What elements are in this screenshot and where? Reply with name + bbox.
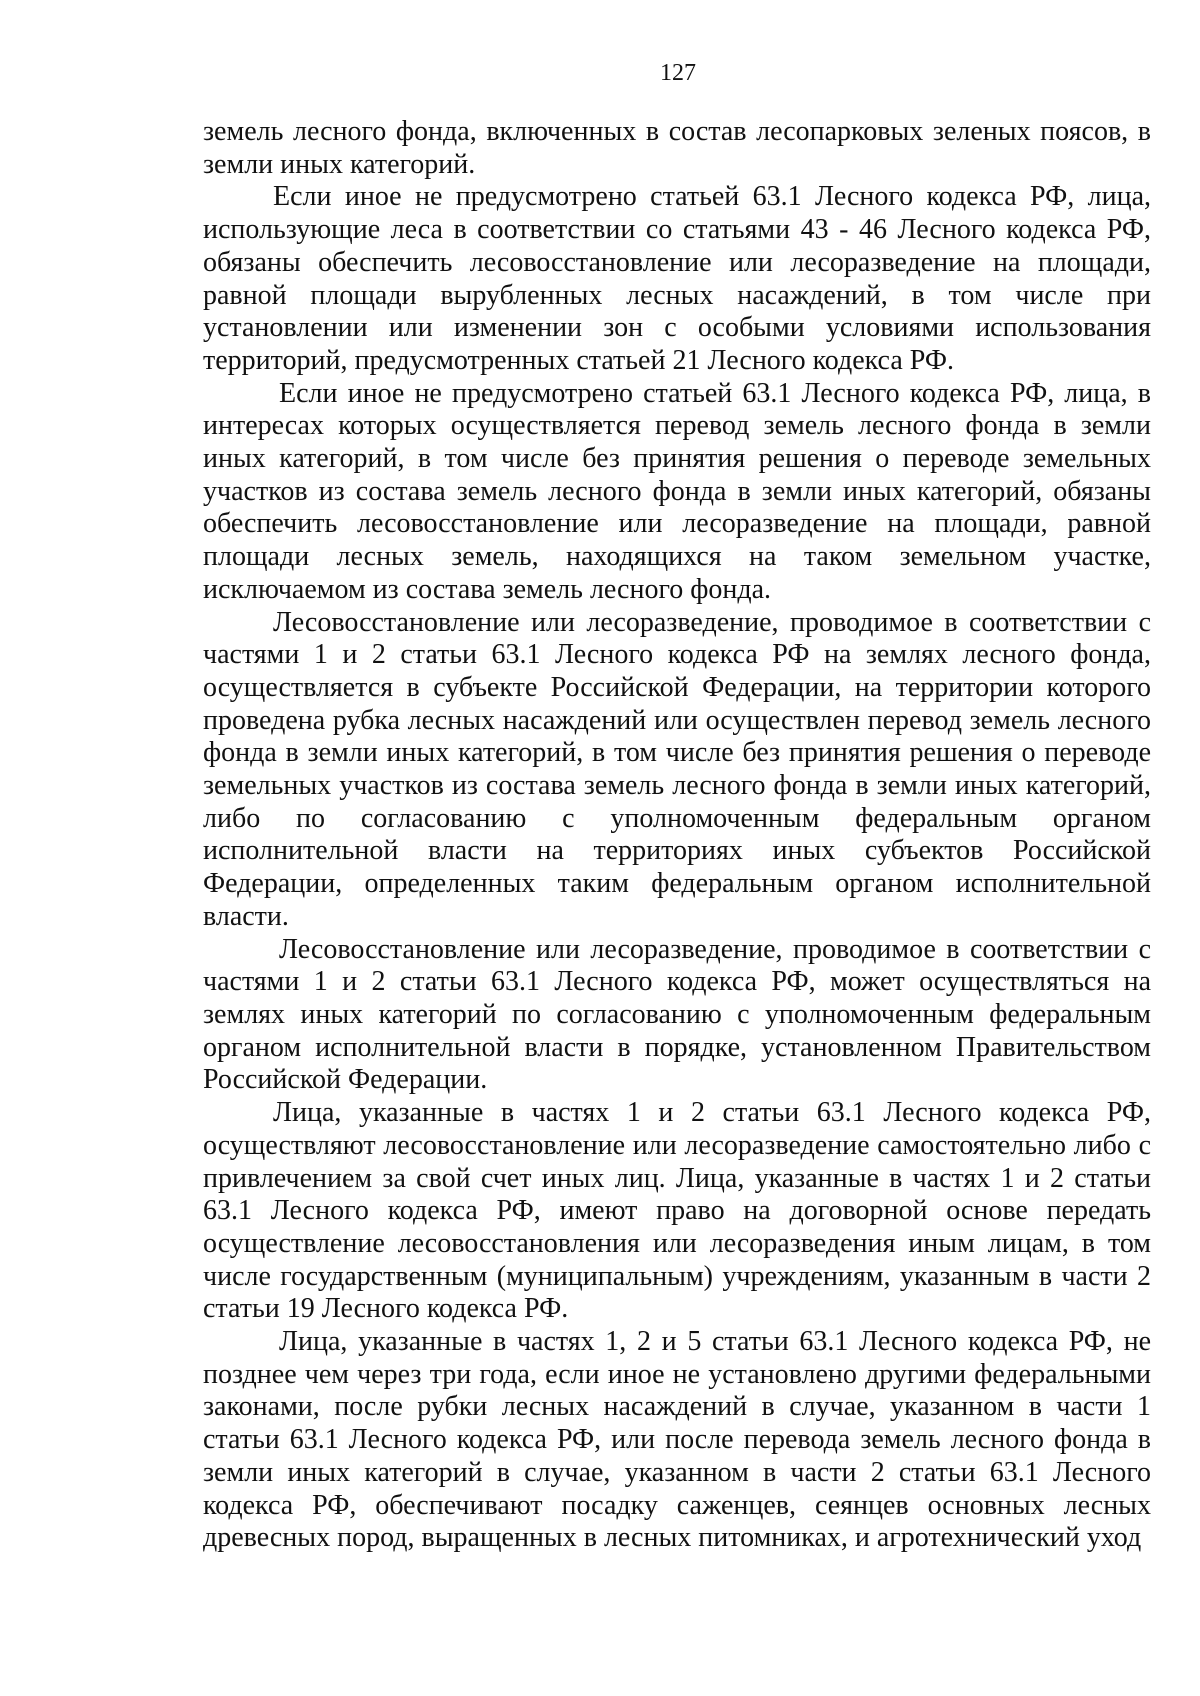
paragraph: Лица, указанные в частях 1, 2 и 5 статьи 63.1 Лесного кодекса РФ, не позднее чем через три года, если иное не установлено другими федеральными законами, после рубки лесных насаждений в случае, указанном в части 1 статьи 63.1 Лесного кодекса РФ, или после перевода земель лесного фонда в земли иных категорий в случае, указанном в части 2 статьи 63.1 Лесного кодекса РФ, обеспечивают посадку саженцев, сеянцев основных лесных древесных пород, выращенных в лесных питомниках, и агротехнический уход (203, 1326, 1151, 1554)
paragraph-continuation: земель лесного фонда, включенных в состав лесопарковых зеленых поясов, в земли иных категорий. (203, 116, 1151, 180)
page-number: 127 (660, 60, 696, 86)
paragraph: Лесовосстановление или лесоразведение, проводимое в соответствии с частями 1 и 2 статьи 63.1 Лесного кодекса РФ, может осуществляться на землях иных категорий по согласованию с уполномоченным федеральным органом исполнительной власти в порядке, установленном Правительством Российской Федерации. (203, 933, 1151, 1096)
document-body (203, 116, 1151, 1555)
paragraph: Лица, указанные в частях 1 и 2 статьи 63.1 Лесного кодекса РФ, осуществляют лесовосстановление или лесоразведение самостоятельно либо с привлечением за свой счет иных лиц. Лица, указанные в частях 1 и 2 статьи 63.1 Лесного кодекса РФ, имеют право на договорной основе передать осуществление лесовосстановления или лесоразведения иным лицам, в том числе государственным (муниципальным) учреждениям, указанным в части 2 статьи 19 Лесного кодекса РФ. (203, 1097, 1151, 1325)
paragraph: Если иное не предусмотрено статьей 63.1 Лесного кодекса РФ, лица, использующие леса в соответствии со статьями 43 - 46 Лесного кодекса РФ, обязаны обеспечить лесовосстановление или лесоразведение на площади, равной площади вырубленных лесных насаждений, в том числе при установлении или изменении зон с особыми условиями использования территорий, предусмотренных статьей 21 Лесного кодекса РФ. (203, 181, 1151, 376)
paragraph: Лесовосстановление или лесоразведение, проводимое в соответствии с частями 1 и 2 статьи 63.1 Лесного кодекса РФ на землях лесного фонда, осуществляется в субъекте Российской Федерации, на территории которого проведена рубка лесных насаждений или осуществлен перевод земель лесного фонда в земли иных категорий, в том числе без принятия решения о переводе земельных участков из состава земель лесного фонда в земли иных категорий, либо по согласованию с уполномоченным федеральным органом исполнительной власти на территориях иных субъектов Российской Федерации, определенных таким федеральным органом исполнительной власти. (203, 606, 1151, 932)
paragraph: Если иное не предусмотрено статьей 63.1 Лесного кодекса РФ, лица, в интересах которых осуществляется перевод земель лесного фонда в земли иных категорий, в том числе без принятия решения о переводе земельных участков из состава земель лесного фонда в земли иных категорий, обязаны обеспечить лесовосстановление или лесоразведение на площади, равной площади лесных земель, находящихся на таком земельном участке, исключаемом из состава земель лесного фонда. (203, 377, 1151, 605)
